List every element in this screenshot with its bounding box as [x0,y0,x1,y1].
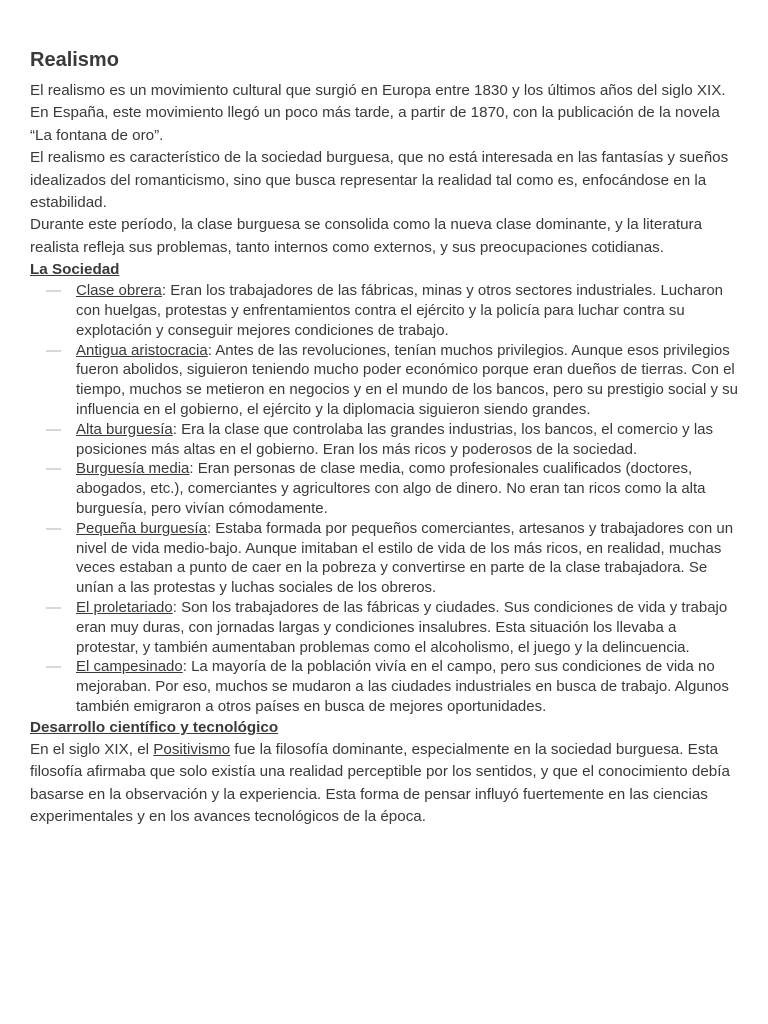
term-pequena-burguesia: Pequeña burguesía [76,519,207,537]
dash-bullet-icon: — [46,282,61,300]
dash-bullet-icon: — [46,420,61,438]
list-item-text: : La mayoría de la población vivía en el campo, pero sus condiciones de vida no mejoraban. Por eso, muchos se mudaron a las ciudades industriales en busca de trabajo. Algunos también emigraron a otros países en busca de mejores oportunidades. [76,658,729,715]
term-el-proletariado: El proletariado [76,599,173,616]
term-el-campesinado: El campesinado [76,658,183,676]
list-item [30,281,742,340]
list-item-text: : Estaba formada por pequeños comerciantes, artesanos y trabajadores con un nivel de vida medio-bajo. Aunque imitaban el estilo de vida de los más ricos, en realidad, muchas veces estaban a punto de caer en la pobreza y convertirse en parte de la clase trabajadora. Se unían a las protestas y luchas sociales de los obreros. [76,519,734,597]
list-item-text: : Eran personas de clase media, como profesionales cualificados (doctores, abogados, etc.), comerciantes y agricultores con algo de dinero. No eran tan ricos como la alta burguesía, pero vivían cómodamente. [76,460,706,518]
list-item [30,459,742,518]
list-item [30,420,742,460]
list-item-text: : Eran los trabajadores de las fábricas, minas y otros sectores industriales. Lucharon con huelgas, protestas y enfrentamientos contra el ejército y la policía para luchar contra su explotación y conseguir mejores condiciones de trabajo. [76,282,723,339]
list-item [30,657,742,716]
list-item-text: : Antes de las revoluciones, tenían muchos privilegios. Aunque esos privilegios fueron abolidos, siguieron teniendo mucho poder económico porque eran dueños de tierras. Con el tiempo, muchos se metieron en negocios y en el mundo de los bancos, pero su prestigio social y su influencia en el gobierno, el ejército y la diplomacia siguieron siendo grandes. [76,341,739,419]
term-alta-burguesia: Alta burguesía [76,420,173,438]
dash-bullet-icon: — [46,519,61,537]
dash-bullet-icon: — [46,341,61,359]
dash-bullet-icon: — [46,658,61,676]
dash-bullet-icon: — [46,599,61,616]
society-list [30,281,742,717]
intro-paragraph-3: Durante este período, la clase burguesa se consolida como la nueva clase dominante, y la literatura realista refleja sus problemas, tanto internos como externos, y sus preocupaciones cotidianas. [30,216,703,256]
science-paragraph [30,739,742,829]
list-item [30,341,742,420]
list-item-text: : Era la clase que controlaba las grandes industrias, los bancos, el comercio y las posiciones más altas en el gobierno. Eran los más ricos y poderosos de la sociedad. [76,420,714,458]
dash-bullet-icon: — [46,460,61,478]
section-heading-science: Desarrollo científico y tecnológico [30,718,279,736]
document-page [30,46,742,828]
list-item [30,598,742,657]
science-text-before: En el siglo XIX, el [30,740,154,758]
page-title: Realismo [30,49,119,71]
list-item [30,519,742,598]
science-text-after: fue la filosofía dominante, especialmente en la sociedad burguesa. Esta filosofía afirmaba que solo existía una realidad perceptible por los sentidos, y que el conocimiento debía basarse en la observación y la experiencia. Esta forma de pensar influyó fuertemente en las ciencias experimentales y en los avances tecnológicos de la época. [30,740,730,825]
term-burguesia-media: Burguesía media [76,460,190,478]
term-clase-obrera: Clase obrera [76,282,162,300]
intro-paragraph-2: El realismo es característico de la sociedad burguesa, que no está interesada en las fantasías y sueños idealizados del romanticismo, sino que busca representar la realidad tal como es, enfocándose en la estabilidad. [30,149,729,212]
section-heading-society: La Sociedad [30,261,120,279]
term-antigua-aristocracia: Antigua aristocracia [76,341,208,359]
list-item-text: : Son los trabajadores de las fábricas y ciudades. Sus condiciones de vida y trabajo eran muy duras, con jornadas largas y condiciones insalubres. Esta situación los llevaba a protestar, y también aumentaban problemas como el alcoholismo, el juego y la delincuencia. [76,599,728,656]
term-positivismo: Positivismo [153,740,231,758]
intro-paragraph-1: El realismo es un movimiento cultural que surgió en Europa entre 1830 y los últimos años del siglo XIX. En España, este movimiento llegó un poco más tarde, a partir de 1870, con la publicación de la novela “La fontana de oro”. [30,82,726,144]
